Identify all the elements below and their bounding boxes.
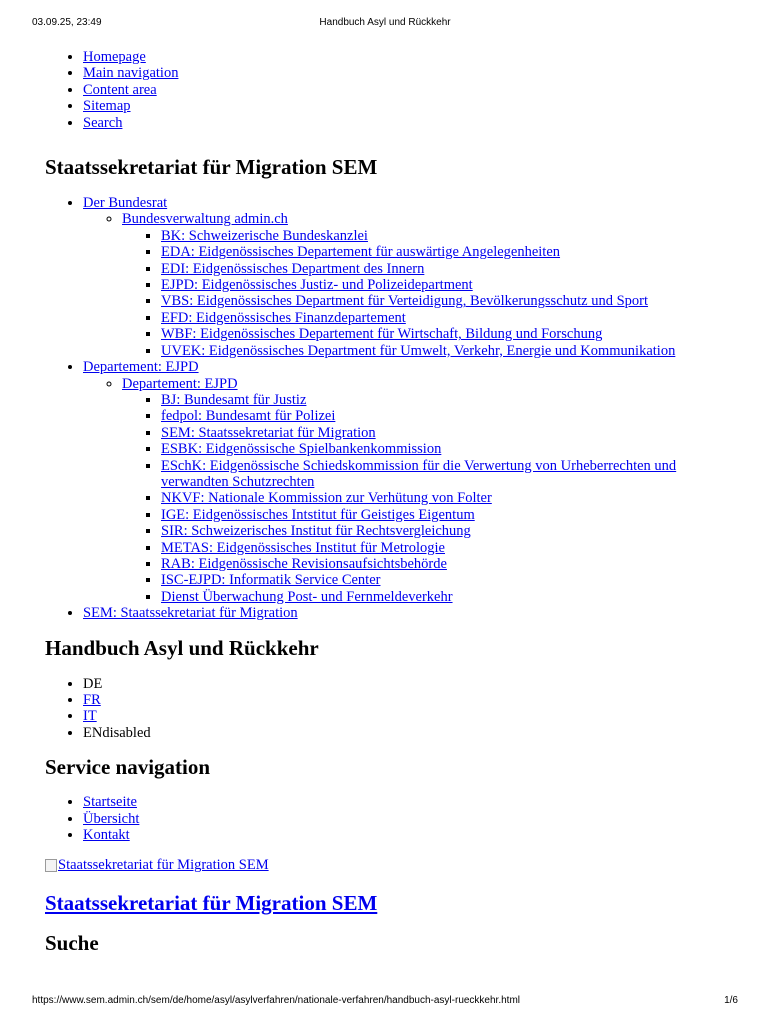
print-header <box>32 17 738 31</box>
language-de-current: DE <box>83 675 103 692</box>
list-item <box>83 811 745 827</box>
language-switcher <box>45 676 745 742</box>
print-url: https://www.sem.admin.ch/sem/de/home/asyl/asylverfahren/nationale-verfahren/handbuch-asyl-rueckkehr.html <box>32 995 521 1006</box>
list-item <box>161 425 745 441</box>
list-item <box>83 725 745 741</box>
office-link[interactable]: RAB: Eidgenössische Revisionsaufsichtsbehörde <box>161 555 447 572</box>
list-item <box>83 676 745 692</box>
list-item <box>161 490 745 506</box>
list-item <box>83 49 745 65</box>
list-item <box>83 605 745 621</box>
service-link-kontakt[interactable]: Kontakt <box>83 827 130 844</box>
list-item <box>161 326 745 342</box>
org-heading: Staatssekretariat für Migration SEM <box>45 155 378 180</box>
department-link[interactable]: VBS: Eidgenössisches Department für Verteidigung, Bevölkerungsschutz und Sport <box>161 293 649 310</box>
department-sublist <box>83 376 745 606</box>
list-item <box>161 458 745 491</box>
skip-link-homepage[interactable]: Homepage <box>83 49 146 65</box>
list-item <box>161 277 745 293</box>
office-link[interactable]: BJ: Bundesamt für Justiz <box>161 391 307 408</box>
list-item <box>161 556 745 572</box>
list-item <box>83 115 745 131</box>
list-item <box>83 359 745 605</box>
department-ejpd-link[interactable]: Departement: EJPD <box>83 359 199 376</box>
page-content <box>45 49 745 955</box>
list-item <box>83 65 745 81</box>
department-list <box>122 228 745 359</box>
list-item <box>83 692 745 708</box>
list-item <box>83 794 745 810</box>
list-item <box>161 261 745 277</box>
logo-link[interactable] <box>45 857 269 873</box>
office-link[interactable]: SEM: Staatssekretariat für Migration <box>161 424 376 441</box>
skip-link-search[interactable]: Search <box>83 114 123 131</box>
department-ejpd-sub-link[interactable]: Departement: EJPD <box>122 375 238 392</box>
list-item <box>83 98 745 114</box>
list-item <box>161 408 745 424</box>
skip-link-content-area[interactable]: Content area <box>83 81 157 98</box>
search-heading: Suche <box>45 931 99 956</box>
list-item <box>161 392 745 408</box>
department-link[interactable]: WBF: Eidgenössisches Departement für Wirtschaft, Bildung und Forschung <box>161 326 603 343</box>
department-link[interactable]: EDA: Eidgenössisches Departement für auswärtige Angelegenheiten <box>161 244 561 261</box>
logo-alt-text: Staatssekretariat für Migration SEM <box>58 857 269 874</box>
print-datetime: 03.09.25, 23:49 <box>32 17 102 28</box>
org-title-heading <box>45 891 745 915</box>
office-link[interactable]: Dienst Überwachung Post- und Fernmeldeverkehr <box>161 588 453 605</box>
service-navigation-heading: Service navigation <box>45 755 211 780</box>
federal-navigation <box>45 195 745 622</box>
list-item <box>161 293 745 309</box>
list-item <box>83 82 745 98</box>
list-item <box>122 376 745 606</box>
broken-image-icon <box>45 859 57 872</box>
print-footer <box>32 995 738 1009</box>
list-item <box>161 589 745 605</box>
language-fr-link[interactable]: FR <box>83 692 101 708</box>
service-link-startseite[interactable]: Startseite <box>83 794 137 811</box>
org-title-link[interactable]: Staatssekretariat für Migration SEM <box>45 891 378 916</box>
language-en-disabled: ENdisabled <box>83 724 151 741</box>
office-link[interactable]: fedpol: Bundesamt für Polizei <box>161 408 336 425</box>
list-item <box>122 211 745 359</box>
department-link[interactable]: EJPD: Eidgenössisches Justiz- und Polizeidepartment <box>161 277 473 294</box>
department-link[interactable]: EFD: Eidgenössisches Finanzdepartement <box>161 309 406 326</box>
office-list <box>122 392 745 605</box>
list-item <box>83 195 745 359</box>
list-item <box>161 572 745 588</box>
logo-link-row <box>45 857 745 873</box>
office-link[interactable]: ESchK: Eidgenössische Schiedskommission für die Verwertung von Urheberrechten und verwandten Schutzrechten <box>161 457 677 490</box>
federal-council-link[interactable]: Der Bundesrat <box>83 195 168 212</box>
department-link[interactable]: EDI: Eidgenössisches Department des Innern <box>161 260 425 277</box>
office-link[interactable]: METAS: Eidgenössisches Institut für Metrologie <box>161 539 445 556</box>
office-link[interactable]: IGE: Eidgenössisches Intstitut für Geistiges Eigentum <box>161 506 475 523</box>
print-title: Handbuch Asyl und Rückkehr <box>319 17 451 28</box>
list-item <box>161 441 745 457</box>
office-link[interactable]: ESBK: Eidgenössische Spielbankenkommission <box>161 441 442 458</box>
list-item <box>83 827 745 843</box>
service-navigation <box>45 794 745 843</box>
department-link[interactable]: BK: Schweizerische Bundeskanzlei <box>161 227 368 244</box>
federal-sublist <box>83 211 745 359</box>
department-link[interactable]: UVEK: Eidgenössisches Department für Umwelt, Verkehr, Energie und Kommunikation <box>161 342 676 359</box>
list-item <box>83 708 745 724</box>
print-page-number: 1/6 <box>724 995 738 1006</box>
list-item <box>161 343 745 359</box>
list-item <box>161 228 745 244</box>
skip-link-sitemap[interactable]: Sitemap <box>83 98 131 115</box>
list-item <box>161 540 745 556</box>
language-it-link[interactable]: IT <box>83 708 97 725</box>
service-link-uebersicht[interactable]: Übersicht <box>83 810 140 827</box>
skip-link-main-navigation[interactable]: Main navigation <box>83 65 179 82</box>
list-item <box>161 523 745 539</box>
office-link[interactable]: NKVF: Nationale Kommission zur Verhütung von Folter <box>161 490 492 507</box>
office-link[interactable]: SIR: Schweizerisches Institut für Rechtsvergleichung <box>161 523 471 540</box>
list-item <box>161 507 745 523</box>
skip-links <box>45 49 745 131</box>
list-item <box>161 310 745 326</box>
list-item <box>161 244 745 260</box>
office-link[interactable]: ISC-EJPD: Informatik Service Center <box>161 572 381 589</box>
sem-link[interactable]: SEM: Staatssekretariat für Migration <box>83 605 298 622</box>
federal-admin-link[interactable]: Bundesverwaltung admin.ch <box>122 211 288 228</box>
handbook-heading: Handbuch Asyl und Rückkehr <box>45 635 319 660</box>
